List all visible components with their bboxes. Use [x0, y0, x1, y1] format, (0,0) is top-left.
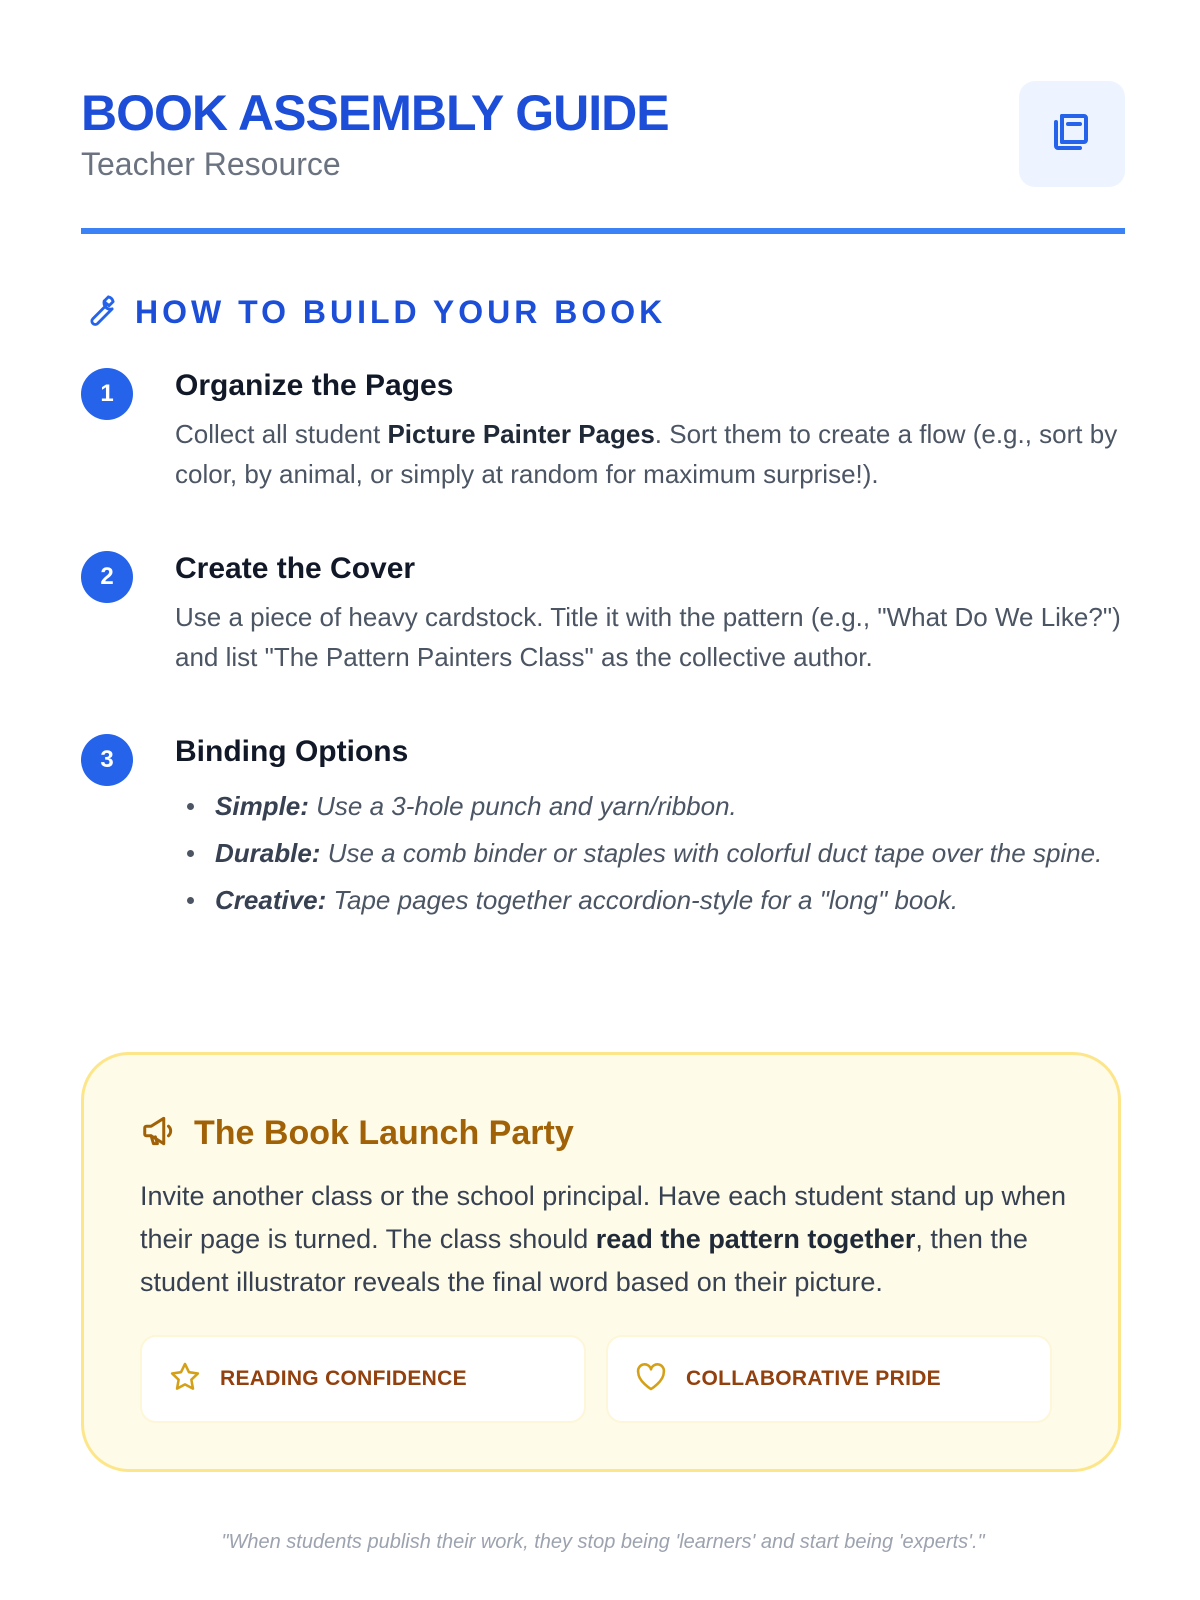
step-title: Organize the Pages [175, 369, 454, 402]
benefit-pill-reading-confidence [140, 1335, 586, 1423]
list-item: Durable: Use a comb binder or staples with colorful duct tape over the spine. [175, 833, 1125, 873]
page-title: BOOK ASSEMBLY GUIDE [81, 85, 669, 141]
header-divider [81, 228, 1125, 234]
step-title: Binding Options [175, 735, 409, 768]
page-subtitle: Teacher Resource [81, 146, 341, 182]
step-number: 2 [81, 551, 133, 603]
heart-icon [634, 1360, 668, 1399]
books-icon [1048, 108, 1096, 161]
list-item: Creative: Tape pages together accordion-style for a "long" book. [175, 880, 1125, 920]
binding-options-list [175, 786, 1125, 920]
callout-text-bold: read the pattern together [595, 1224, 916, 1254]
header [81, 84, 1125, 194]
step-text: Use a piece of heavy cardstock. Title it with the pattern (e.g., "What Do We Like?") and list "The Pattern Painters Class" as the collective author. [175, 602, 1121, 672]
wrench-icon [81, 291, 119, 334]
step-text: Collect all student Picture Painter Pages. Sort them to create a flow (e.g., sort by color, by animal, or simply at random for maximum surprise!). [175, 419, 1118, 489]
megaphone-icon [140, 1112, 178, 1155]
list-item: Simple: Use a 3-hole punch and yarn/ribbon. [175, 786, 1125, 826]
step-text-bold: Picture Painter Pages [387, 419, 655, 449]
pill-label: COLLABORATIVE PRIDE [686, 1367, 941, 1390]
pill-label: READING CONFIDENCE [220, 1367, 467, 1390]
footer-quote: "When students publish their work, they stop being 'learners' and start being 'experts'." [221, 1531, 985, 1553]
benefit-pill-collaborative-pride [606, 1335, 1052, 1423]
step-title: Create the Cover [175, 552, 416, 585]
section-heading [81, 292, 666, 332]
callout-heading [140, 1111, 574, 1155]
callout-text: Invite another class or the school principal. Have each student stand up when their page is turned. The class should read the pattern together, then the student illustrator reveals the final word based on their picture. [140, 1181, 1067, 1297]
step-number: 3 [81, 734, 133, 786]
step-number: 1 [81, 368, 133, 420]
launch-party-callout [81, 1052, 1121, 1472]
star-icon [168, 1360, 202, 1399]
section-heading-label: HOW TO BUILD YOUR BOOK [135, 294, 667, 330]
header-badge [1019, 81, 1125, 187]
callout-title: The Book Launch Party [194, 1114, 574, 1152]
